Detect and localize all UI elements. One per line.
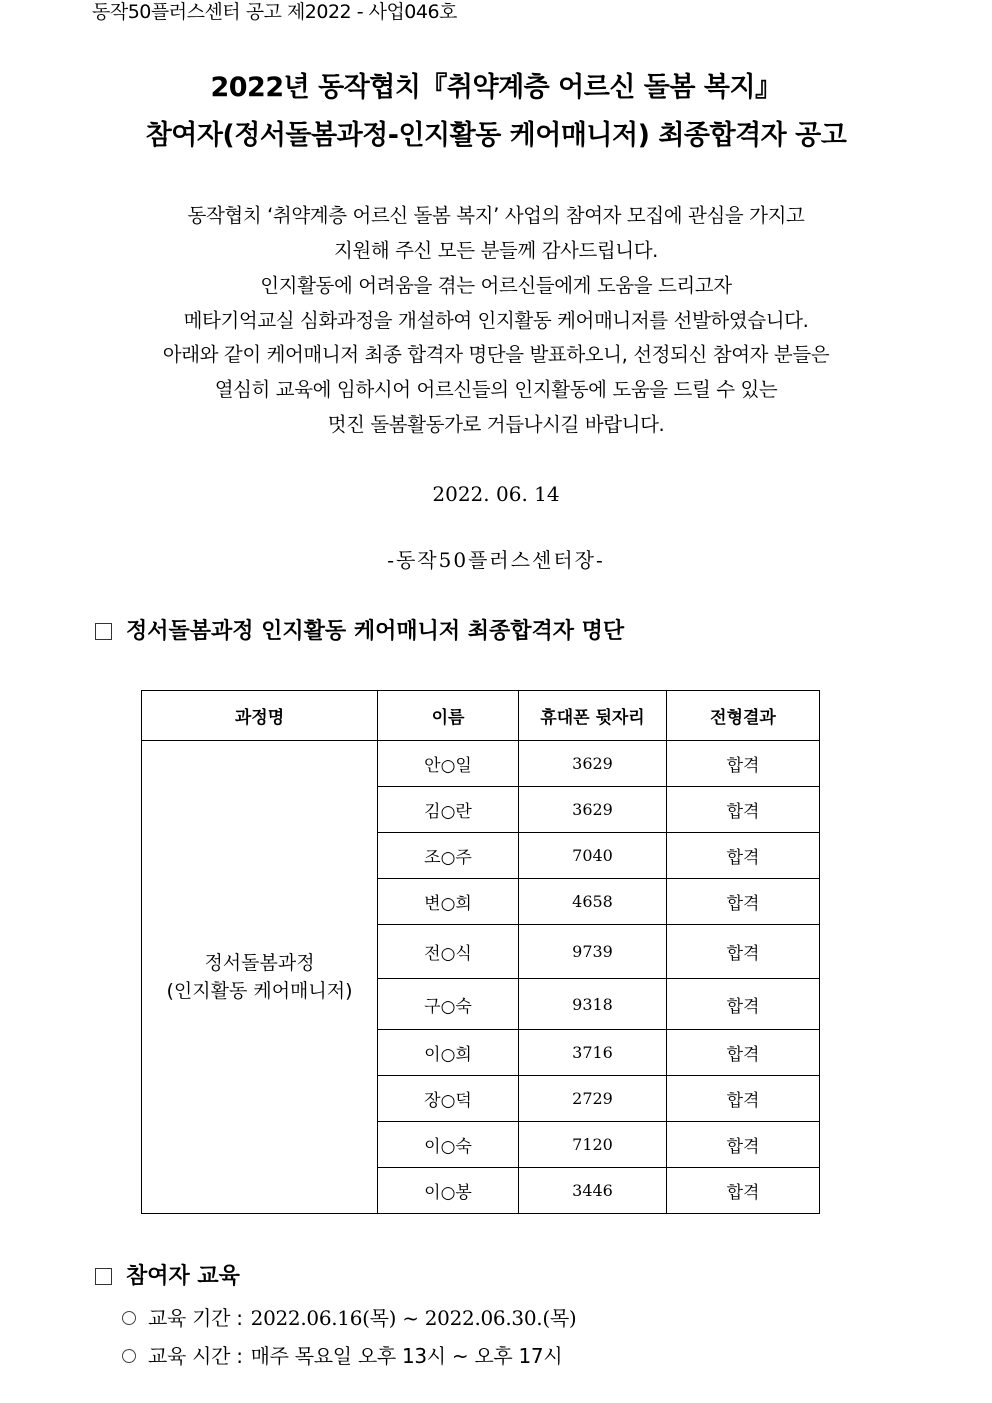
- result-cell: 합격: [667, 979, 820, 1030]
- document-number: 동작50플러스센터 공고 제2022 - 사업046호: [92, 1, 457, 23]
- table-header-row: [142, 691, 820, 741]
- result-cell: 합격: [667, 879, 820, 925]
- title-line-2: 참여자(정서돌봄과정-인지활동 케어매니저) 최종합격자 공고: [145, 120, 847, 151]
- name-cell: 변○희: [378, 879, 519, 925]
- roster-section-heading: [95, 617, 624, 647]
- result-cell: 합격: [667, 1030, 820, 1076]
- education-time-item: [122, 1342, 562, 1370]
- name-cell: 조○주: [378, 833, 519, 879]
- column-header-name: 이름: [378, 691, 519, 741]
- phone-cell: 3716: [519, 1030, 667, 1076]
- body-line: 멋진 돌봄활동가로 거듭나시길 바랍니다.: [327, 413, 665, 436]
- education-heading-text: 참여자 교육: [126, 1264, 240, 1289]
- column-header-course: 과정명: [142, 691, 378, 741]
- signature: -동작50플러스센터장-: [387, 548, 605, 572]
- roster-table: [141, 690, 820, 1214]
- education-section-heading: [95, 1262, 240, 1292]
- result-cell: 합격: [667, 1168, 820, 1214]
- body-line: 아래와 같이 케어매니저 최종 합격자 명단을 발표하오니, 선정되신 참여자 분들은: [162, 343, 830, 366]
- checkbox-square-icon: [95, 1268, 112, 1285]
- column-header-result: 전형결과: [667, 691, 820, 741]
- phone-cell: 3629: [519, 741, 667, 787]
- roster-heading-text: 정서돌봄과정 인지활동 케어매니저 최종합격자 명단: [126, 619, 625, 644]
- education-time-label: 교육 시간 :: [148, 1344, 243, 1368]
- body-line: 열심히 교육에 임하시어 어르신들의 인지활동에 도움을 드릴 수 있는: [214, 378, 778, 401]
- name-cell: 이○희: [378, 1030, 519, 1076]
- course-name-cell: [142, 741, 378, 1214]
- name-cell: 김○란: [378, 787, 519, 833]
- course-name-line-2: (인지활동 케어매니저): [166, 980, 353, 1002]
- name-cell: 이○숙: [378, 1122, 519, 1168]
- phone-cell: 4658: [519, 879, 667, 925]
- phone-cell: 7040: [519, 833, 667, 879]
- name-cell: 장○덕: [378, 1076, 519, 1122]
- phone-cell: 3446: [519, 1168, 667, 1214]
- result-cell: 합격: [667, 1122, 820, 1168]
- name-cell: 안○일: [378, 741, 519, 787]
- body-line: 메타기억교실 심화과정을 개설하여 인지활동 케어매니저를 선발하였습니다.: [183, 309, 809, 332]
- announcement-date: 2022. 06. 14: [432, 482, 560, 506]
- phone-cell: 9318: [519, 979, 667, 1030]
- phone-cell: 9739: [519, 925, 667, 979]
- result-cell: 합격: [667, 741, 820, 787]
- column-header-phone: 휴대폰 뒷자리: [519, 691, 667, 741]
- phone-cell: 3629: [519, 787, 667, 833]
- phone-cell: 7120: [519, 1122, 667, 1168]
- education-time-value: 매주 목요일 오후 13시 ~ 오후 17시: [250, 1344, 563, 1368]
- title-line-1: 2022년 동작협치『취약계층 어르신 돌봄 복지』: [210, 72, 782, 103]
- name-cell: 구○숙: [378, 979, 519, 1030]
- body-line: 지원해 주신 모든 분들께 감사드립니다.: [334, 239, 658, 262]
- result-cell: 합격: [667, 787, 820, 833]
- circle-bullet-icon: [122, 1311, 136, 1325]
- body-line: 인지활동에 어려움을 겪는 어르신들에게 도움을 드리고자: [260, 274, 732, 297]
- course-name-line-1: 정서돌봄과정: [204, 952, 315, 974]
- circle-bullet-icon: [122, 1349, 136, 1363]
- education-period-item: [122, 1304, 576, 1332]
- table-row: [142, 741, 820, 787]
- education-period-label: 교육 기간 :: [148, 1306, 243, 1330]
- education-period-value: 2022.06.16(목) ~ 2022.06.30.(목): [250, 1306, 577, 1330]
- result-cell: 합격: [667, 925, 820, 979]
- result-cell: 합격: [667, 833, 820, 879]
- checkbox-square-icon: [95, 623, 112, 640]
- name-cell: 전○식: [378, 925, 519, 979]
- phone-cell: 2729: [519, 1076, 667, 1122]
- result-cell: 합격: [667, 1076, 820, 1122]
- name-cell: 이○봉: [378, 1168, 519, 1214]
- body-line: 동작협치 ‘취약계층 어르신 돌봄 복지’ 사업의 참여자 모집에 관심을 가지고: [187, 204, 805, 227]
